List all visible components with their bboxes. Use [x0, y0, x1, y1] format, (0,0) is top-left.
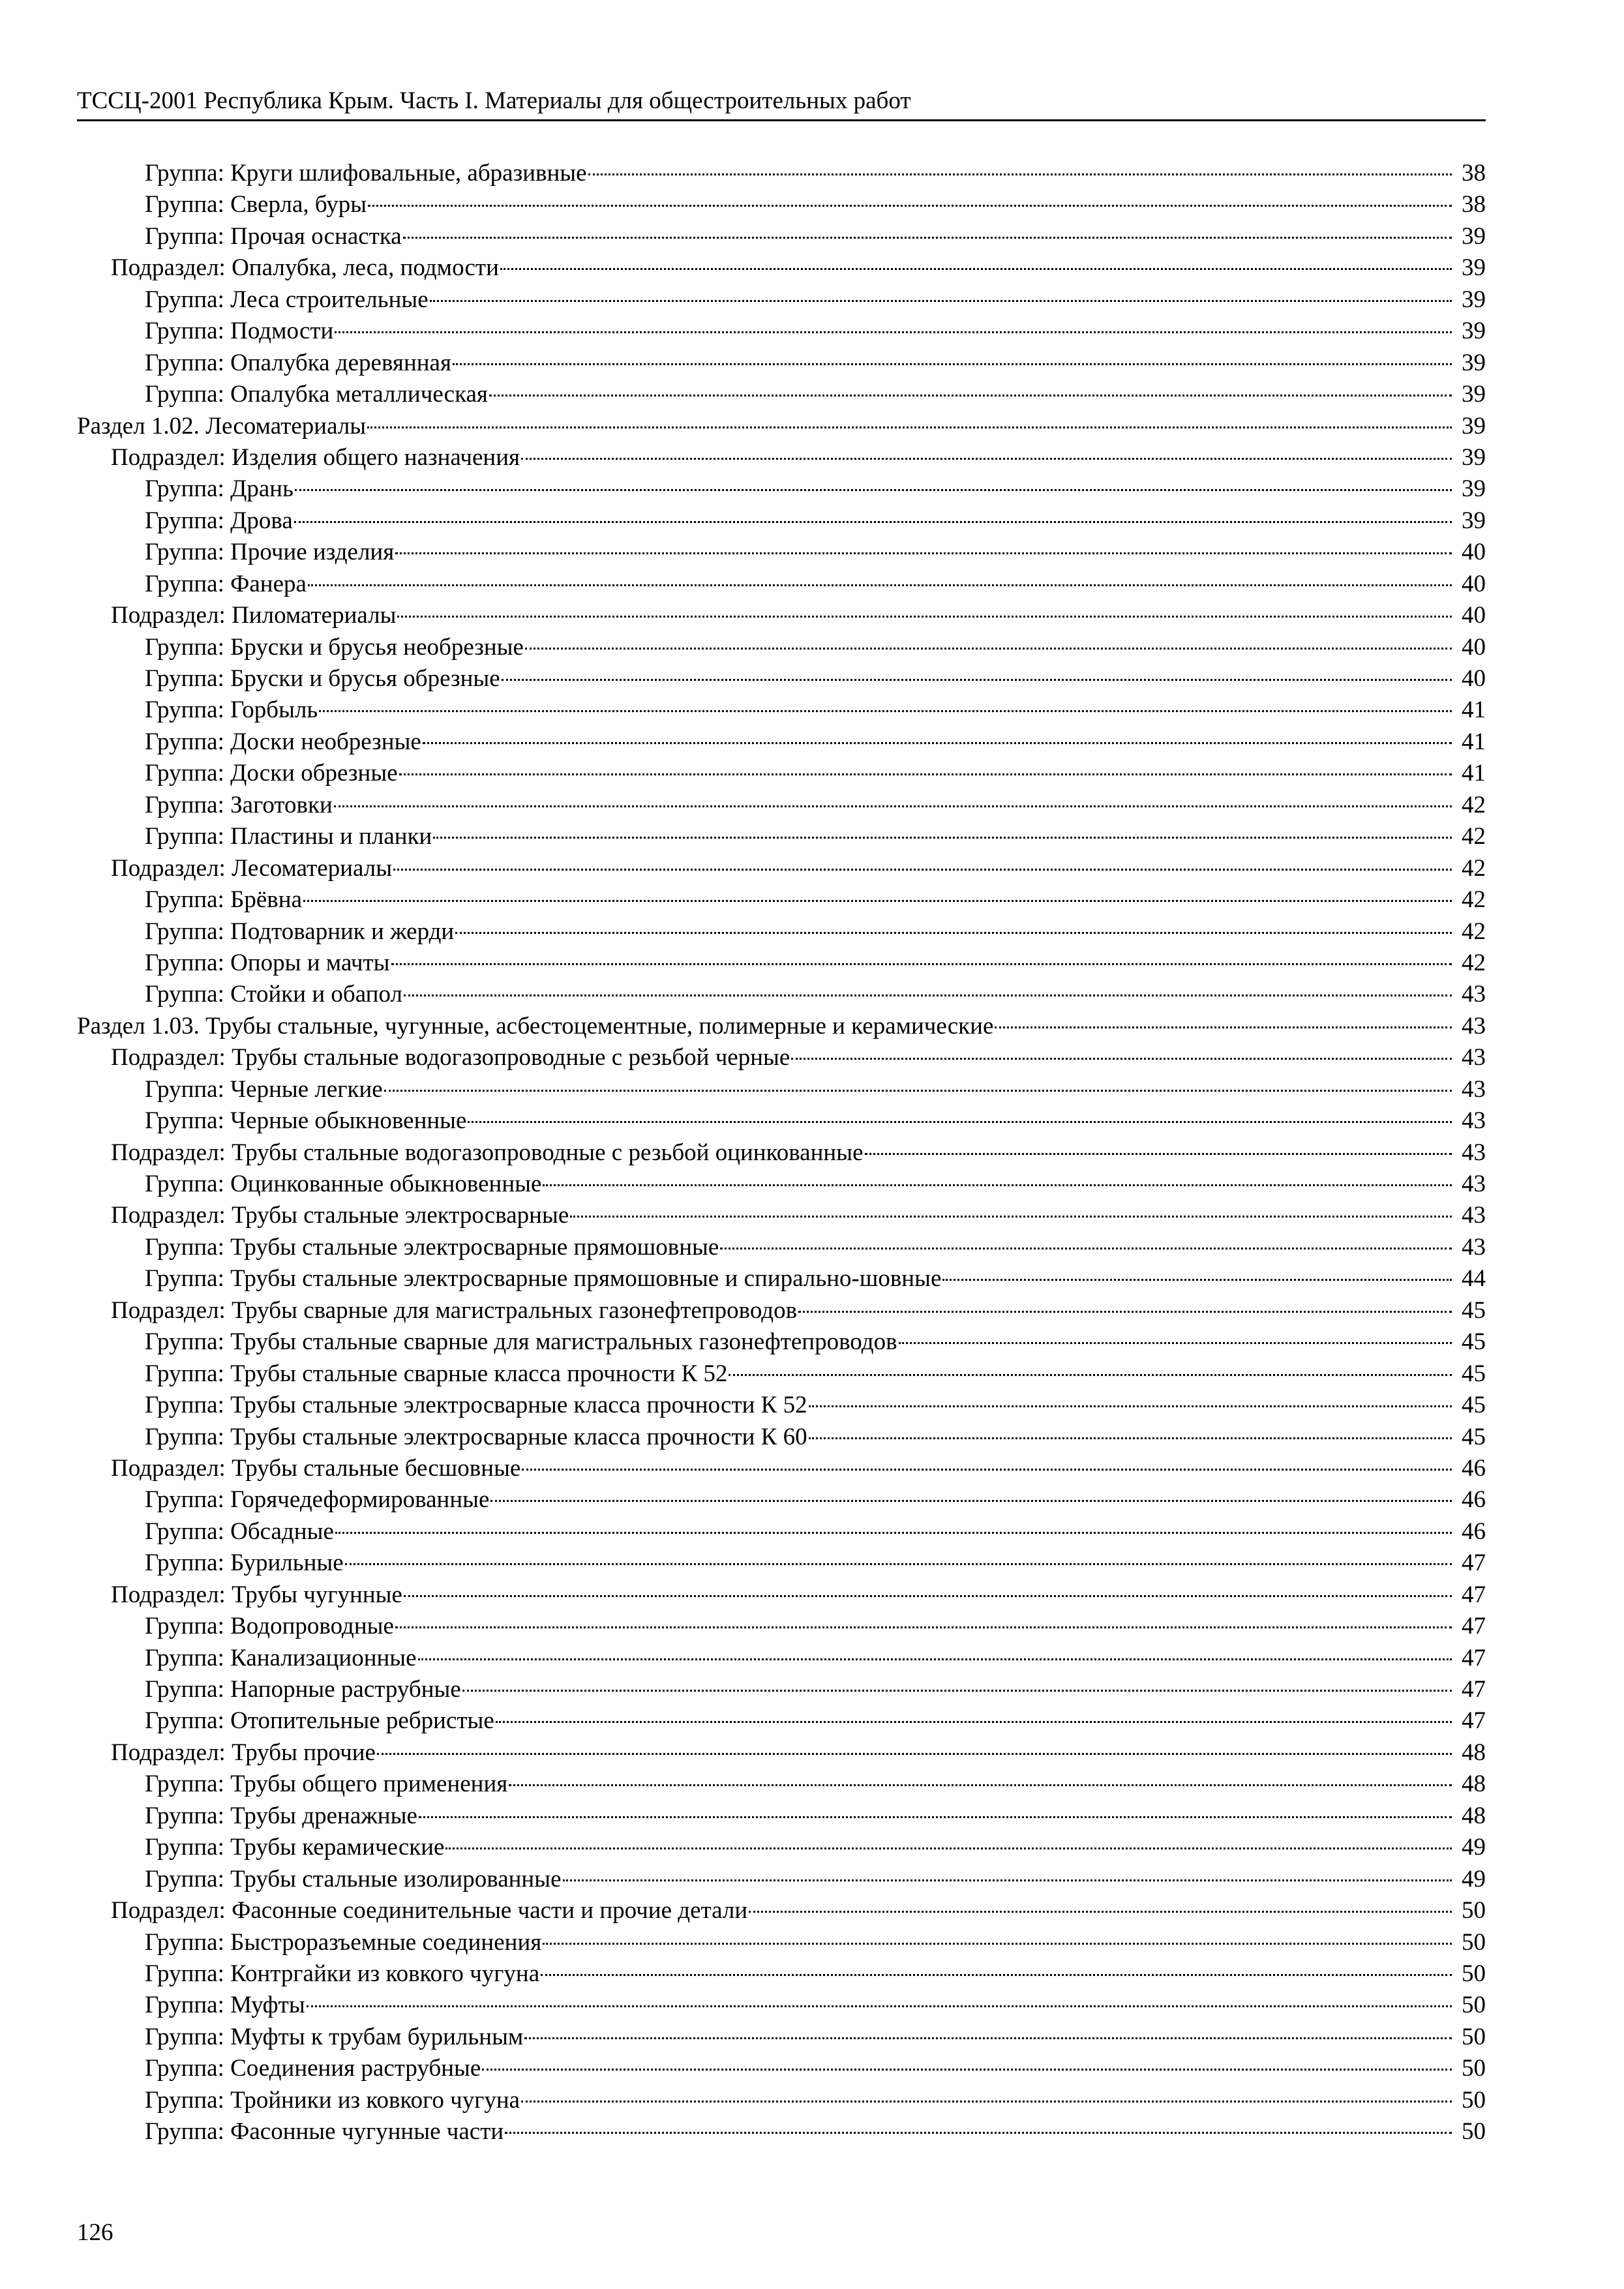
toc-entry-title: Группа: Черные обыкновенные: [145, 1107, 467, 1135]
toc-entry-page: 47: [1462, 1676, 1486, 1703]
toc-entry[interactable]: [77, 1958, 1486, 1990]
toc-entry[interactable]: [77, 411, 1486, 442]
toc-entry-title: Группа: Канализационные: [145, 1644, 417, 1671]
toc-entry-page: 43: [1462, 1044, 1486, 1071]
toc-entry[interactable]: [77, 1579, 1486, 1611]
toc-entry-page: 43: [1462, 1139, 1486, 1166]
toc-entry-title: Подраздел: Изделия общего назначения: [111, 443, 520, 471]
toc-entry-title: Группа: Прочая оснастка: [145, 222, 402, 250]
toc-entry[interactable]: [77, 284, 1486, 316]
toc-entry[interactable]: [77, 853, 1486, 884]
toc-entry[interactable]: [77, 1737, 1486, 1769]
dot-leader: [865, 1153, 1452, 1155]
toc-entry-page: 47: [1462, 1549, 1486, 1577]
dot-leader: [899, 1342, 1452, 1344]
toc-entry[interactable]: [77, 1232, 1486, 1263]
toc-entry-page: 48: [1462, 1739, 1486, 1766]
toc-entry-page: 43: [1462, 1202, 1486, 1229]
toc-entry[interactable]: [77, 1042, 1486, 1073]
toc-entry[interactable]: [77, 1011, 1486, 1042]
toc-entry-page: 39: [1462, 412, 1486, 440]
toc-entry-page: 46: [1462, 1486, 1486, 1514]
toc-entry-title: Группа: Леса строительные: [145, 286, 429, 313]
toc-entry-page: 49: [1462, 1865, 1486, 1893]
toc-entry-title: Группа: Обсадные: [145, 1518, 334, 1545]
dot-leader: [404, 1595, 1452, 1597]
toc-entry-title: Группа: Трубы стальные сварные для магистральных газонефтепроводов: [145, 1328, 897, 1356]
toc-entry-title: Группа: Бурильные: [145, 1549, 344, 1577]
dot-leader: [490, 1500, 1452, 1502]
toc-entry[interactable]: [77, 569, 1486, 600]
toc-entry[interactable]: [77, 1105, 1486, 1137]
toc-entry-title: Группа: Соединения раструбные: [145, 2055, 481, 2082]
toc-entry[interactable]: [77, 1927, 1486, 1958]
toc-entry-page: 45: [1462, 1360, 1486, 1387]
toc-entry-page: 42: [1462, 886, 1486, 914]
toc-entry-page: 45: [1462, 1392, 1486, 1419]
dot-leader: [445, 1848, 1452, 1849]
toc-entry[interactable]: [77, 348, 1486, 379]
toc-entry-page: 50: [1462, 1928, 1486, 1956]
toc-entry[interactable]: [77, 473, 1486, 505]
toc-entry-title: Подраздел: Трубы чугунные: [111, 1581, 402, 1608]
toc-entry-page: 40: [1462, 570, 1486, 597]
toc-entry[interactable]: [77, 1137, 1486, 1169]
toc-entry-page: 47: [1462, 1581, 1486, 1608]
toc-entry[interactable]: [77, 505, 1486, 537]
toc-entry-page: 48: [1462, 1771, 1486, 1798]
toc-entry[interactable]: [77, 1422, 1486, 1453]
toc-entry[interactable]: [77, 1390, 1486, 1421]
toc-entry-title: Группа: Муфты к трубам бурильным: [145, 2023, 524, 2050]
dot-leader: [430, 300, 1452, 302]
toc-entry-title: Группа: Напорные раструбные: [145, 1676, 461, 1703]
dot-leader: [397, 616, 1452, 618]
toc-entry-title: Группа: Прочие изделия: [145, 539, 395, 566]
dot-leader: [563, 1879, 1452, 1881]
toc-entry[interactable]: [77, 1358, 1486, 1390]
dot-leader: [391, 963, 1452, 965]
dot-leader: [489, 395, 1452, 396]
table-of-contents: [77, 158, 1486, 2148]
toc-entry-title: Группа: Черные легкие: [145, 1075, 383, 1103]
dot-leader: [809, 1405, 1452, 1407]
toc-entry-title: Группа: Трубы стальные электросварные класса прочности К 60: [145, 1423, 807, 1450]
toc-entry-title: Подраздел: Трубы прочие: [111, 1739, 376, 1766]
toc-entry-title: Группа: Подмости: [145, 318, 334, 345]
toc-entry-page: 47: [1462, 1707, 1486, 1735]
toc-entry-page: 45: [1462, 1328, 1486, 1356]
toc-entry-page: 50: [1462, 2023, 1486, 2050]
dot-leader: [482, 2069, 1452, 2071]
dot-leader: [791, 1058, 1452, 1060]
dot-leader: [395, 552, 1452, 554]
toc-entry-title: Группа: Дрова: [145, 507, 293, 534]
toc-entry-title: Группа: Сверла, буры: [145, 191, 367, 218]
toc-entry[interactable]: [77, 790, 1486, 821]
toc-entry-title: Группа: Опоры и мачты: [145, 949, 390, 976]
toc-entry-page: 39: [1462, 475, 1486, 503]
toc-entry-title: Группа: Стойки и обапол: [145, 981, 402, 1008]
toc-entry[interactable]: [77, 1484, 1486, 1516]
dot-leader: [367, 426, 1452, 428]
toc-entry-title: Группа: Заготовки: [145, 791, 333, 818]
dot-leader: [307, 2005, 1452, 2007]
toc-entry-page: 39: [1462, 286, 1486, 313]
toc-entry-title: Подраздел: Трубы сварные для магистральных газонефтепроводов: [111, 1296, 798, 1324]
toc-entry-page: 39: [1462, 318, 1486, 345]
toc-entry-page: 50: [1462, 1992, 1486, 2019]
dot-leader: [419, 1816, 1452, 1818]
toc-entry-page: 39: [1462, 254, 1486, 282]
toc-entry[interactable]: [77, 1801, 1486, 1832]
toc-entry[interactable]: [77, 663, 1486, 695]
toc-entry-page: 41: [1462, 728, 1486, 755]
dot-leader: [496, 1721, 1452, 1723]
page-number: 126: [77, 2219, 113, 2246]
dot-leader: [502, 679, 1452, 681]
dot-leader: [399, 773, 1452, 775]
toc-entry[interactable]: [77, 1169, 1486, 1200]
toc-entry[interactable]: [77, 2085, 1486, 2116]
dot-leader: [368, 205, 1452, 207]
toc-entry-title: Подраздел: Трубы стальные водогазопроводные с резьбой оцинкованные: [111, 1139, 864, 1166]
toc-entry[interactable]: [77, 158, 1486, 189]
toc-entry[interactable]: [77, 948, 1486, 979]
toc-entry-page: 50: [1462, 1897, 1486, 1924]
toc-entry-title: Группа: Трубы керамические: [145, 1834, 445, 1861]
dot-leader: [453, 363, 1452, 365]
toc-entry-title: Подраздел: Трубы стальные бесшовные: [111, 1454, 521, 1482]
dot-leader: [522, 1469, 1452, 1471]
toc-entry-page: 48: [1462, 1802, 1486, 1829]
toc-entry-page: 39: [1462, 443, 1486, 471]
dot-leader: [995, 1026, 1452, 1028]
toc-entry-title: Группа: Круги шлифовальные, абразивные: [145, 160, 587, 187]
toc-entry-title: Группа: Брёвна: [145, 886, 302, 914]
dot-leader: [720, 1248, 1452, 1249]
toc-entry-title: Группа: Водопроводные: [145, 1613, 394, 1640]
toc-entry[interactable]: [77, 1263, 1486, 1294]
dot-leader: [433, 837, 1452, 839]
dot-leader: [541, 1974, 1452, 1976]
toc-entry-page: 43: [1462, 1075, 1486, 1103]
toc-entry[interactable]: [77, 1674, 1486, 1705]
toc-entry[interactable]: [77, 1200, 1486, 1231]
toc-entry[interactable]: [77, 2116, 1486, 2147]
toc-entry-page: 40: [1462, 539, 1486, 566]
toc-entry-title: Группа: Трубы дренажные: [145, 1802, 417, 1829]
toc-entry-page: 38: [1462, 191, 1486, 218]
dot-leader: [393, 869, 1452, 871]
toc-entry-title: Группа: Бруски и брусья необрезные: [145, 633, 524, 661]
toc-entry-title: Группа: Пластины и планки: [145, 823, 432, 850]
toc-entry-page: 38: [1462, 160, 1486, 187]
toc-entry[interactable]: [77, 221, 1486, 252]
toc-entry-page: 45: [1462, 1423, 1486, 1450]
toc-entry-title: Группа: Опалубка металлическая: [145, 381, 488, 408]
toc-entry-title: Подраздел: Трубы стальные электросварные: [111, 1202, 569, 1229]
toc-entry[interactable]: [77, 916, 1486, 948]
dot-leader: [521, 458, 1452, 460]
toc-entry-title: Группа: Тройники из ковкого чугуна: [145, 2086, 520, 2114]
dot-leader: [942, 1279, 1452, 1281]
toc-entry-title: Подраздел: Трубы стальные водогазопроводные с резьбой черные: [111, 1044, 790, 1071]
dot-leader: [749, 1911, 1452, 1913]
dot-leader: [521, 2101, 1452, 2102]
toc-entry[interactable]: [77, 695, 1486, 726]
toc-entry-page: 44: [1462, 1265, 1486, 1293]
dot-leader: [335, 1532, 1452, 1534]
dot-leader: [403, 237, 1452, 239]
toc-entry[interactable]: [77, 1990, 1486, 2021]
dot-leader: [543, 1943, 1452, 1945]
dot-leader: [295, 489, 1452, 491]
toc-entry-page: 40: [1462, 665, 1486, 692]
toc-entry-page: 43: [1462, 981, 1486, 1008]
toc-entry[interactable]: [77, 1548, 1486, 1579]
toc-entry[interactable]: [77, 1832, 1486, 1863]
dot-leader: [588, 173, 1452, 175]
toc-entry-title: Группа: Оцинкованные обыкновенные: [145, 1171, 542, 1197]
running-header: [77, 87, 1486, 121]
toc-entry[interactable]: [77, 979, 1486, 1010]
dot-leader: [319, 710, 1452, 712]
toc-entry-title: Раздел 1.02. Лесоматериалы: [77, 412, 367, 440]
toc-entry-title: Подраздел: Опалубка, леса, подмости: [111, 254, 499, 282]
dot-leader: [729, 1374, 1452, 1376]
toc-entry-title: Группа: Фасонные чугунные части: [145, 2118, 504, 2146]
toc-entry[interactable]: [77, 632, 1486, 663]
toc-entry[interactable]: [77, 1326, 1486, 1358]
toc-entry-page: 39: [1462, 381, 1486, 408]
toc-entry[interactable]: [77, 2053, 1486, 2084]
toc-entry[interactable]: [77, 821, 1486, 852]
dot-leader: [505, 2132, 1452, 2134]
toc-entry-page: 42: [1462, 791, 1486, 818]
dot-leader: [509, 1784, 1452, 1786]
dot-leader: [798, 1311, 1452, 1313]
toc-entry[interactable]: [77, 1453, 1486, 1484]
toc-entry-page: 49: [1462, 1834, 1486, 1861]
toc-entry-page: 41: [1462, 696, 1486, 724]
dot-leader: [455, 932, 1452, 934]
toc-entry-title: Группа: Быстроразъемные соединения: [145, 1928, 542, 1956]
toc-entry[interactable]: [77, 1895, 1486, 1926]
toc-entry[interactable]: [77, 1705, 1486, 1737]
dot-leader: [334, 805, 1452, 807]
toc-entry-page: 46: [1462, 1518, 1486, 1545]
dot-leader: [543, 1184, 1452, 1186]
toc-entry-page: 50: [1462, 2086, 1486, 2114]
dot-leader: [468, 1121, 1452, 1123]
toc-entry[interactable]: [77, 1864, 1486, 1895]
toc-entry-title: Группа: Трубы стальные электросварные прямошовные: [145, 1233, 719, 1261]
toc-entry[interactable]: [77, 884, 1486, 916]
dot-leader: [462, 1690, 1452, 1692]
toc-entry[interactable]: [77, 252, 1486, 284]
running-title: ТССЦ-2001 Республика Крым. Часть I. Материалы для общестроительных работ: [77, 87, 911, 114]
dot-leader: [524, 2037, 1452, 2039]
toc-entry-title: Группа: Бруски и брусья обрезные: [145, 665, 500, 692]
toc-entry-page: 47: [1462, 1644, 1486, 1671]
toc-entry-title: Группа: Доски обрезные: [145, 760, 398, 787]
toc-entry-page: 50: [1462, 2055, 1486, 2082]
toc-entry-title: Группа: Муфты: [145, 1992, 305, 2019]
toc-entry-page: 42: [1462, 823, 1486, 850]
toc-entry[interactable]: [77, 1643, 1486, 1674]
toc-entry-title: Группа: Опалубка деревянная: [145, 349, 451, 376]
toc-entry-page: 41: [1462, 760, 1486, 787]
toc-entry-title: Группа: Трубы общего применения: [145, 1771, 508, 1798]
toc-entry-page: 43: [1462, 1171, 1486, 1197]
dot-leader: [303, 900, 1452, 902]
toc-entry-title: Группа: Трубы стальные электросварные прямошовные и спирально-шовные: [145, 1265, 942, 1293]
toc-entry[interactable]: [77, 1611, 1486, 1642]
toc-entry-title: Подраздел: Пиломатериалы: [111, 602, 397, 629]
toc-entry[interactable]: [77, 537, 1486, 568]
toc-entry-title: Группа: Дрань: [145, 475, 293, 503]
dot-leader: [809, 1437, 1452, 1439]
toc-entry[interactable]: [77, 1074, 1486, 1105]
toc-entry[interactable]: [77, 189, 1486, 220]
toc-entry-page: 50: [1462, 1960, 1486, 1987]
dot-leader: [570, 1216, 1452, 1218]
toc-entry-title: Группа: Подтоварник и жерди: [145, 918, 455, 945]
toc-entry-page: 40: [1462, 633, 1486, 661]
toc-entry-title: Группа: Горячедеформированные: [145, 1486, 490, 1514]
dot-leader: [423, 742, 1452, 744]
toc-entry-page: 43: [1462, 1233, 1486, 1261]
toc-entry-title: Группа: Контргайки из ковкого чугуна: [145, 1960, 540, 1987]
toc-entry[interactable]: [77, 442, 1486, 473]
toc-entry-page: 40: [1462, 602, 1486, 629]
toc-entry-page: 47: [1462, 1613, 1486, 1640]
dot-leader: [525, 648, 1452, 650]
dot-leader: [294, 521, 1452, 523]
toc-entry-title: Группа: Доски необрезные: [145, 728, 421, 755]
toc-entry-title: Группа: Отопительные ребристые: [145, 1707, 494, 1735]
toc-entry-title: Группа: Трубы стальные изолированные: [145, 1865, 562, 1893]
toc-entry-page: 50: [1462, 2118, 1486, 2146]
toc-entry-page: 43: [1462, 1012, 1486, 1040]
toc-entry-page: 42: [1462, 949, 1486, 976]
dot-leader: [500, 268, 1452, 270]
dot-leader: [335, 331, 1452, 333]
dot-leader: [345, 1563, 1452, 1565]
toc-entry-page: 39: [1462, 349, 1486, 376]
dot-leader: [418, 1658, 1452, 1660]
toc-entry-title: Группа: Горбыль: [145, 696, 318, 724]
toc-entry-page: 43: [1462, 1107, 1486, 1135]
dot-leader: [404, 995, 1452, 996]
toc-entry[interactable]: [77, 316, 1486, 347]
toc-entry-title: Группа: Трубы стальные сварные класса прочности К 52: [145, 1360, 728, 1387]
toc-entry-title: Группа: Фанера: [145, 570, 307, 597]
dot-leader: [384, 1090, 1452, 1092]
toc-entry[interactable]: [77, 1516, 1486, 1548]
toc-entry-page: 42: [1462, 918, 1486, 945]
toc-entry[interactable]: [77, 726, 1486, 758]
toc-entry[interactable]: [77, 1769, 1486, 1800]
toc-entry-title: Группа: Трубы стальные электросварные класса прочности К 52: [145, 1392, 807, 1419]
toc-entry[interactable]: [77, 2022, 1486, 2053]
toc-entry[interactable]: [77, 379, 1486, 410]
toc-entry[interactable]: [77, 758, 1486, 789]
dot-leader: [395, 1626, 1452, 1628]
toc-entry-page: 39: [1462, 222, 1486, 250]
toc-entry[interactable]: [77, 1295, 1486, 1326]
toc-entry-page: 46: [1462, 1454, 1486, 1482]
toc-entry-title: Подраздел: Лесоматериалы: [111, 854, 393, 882]
toc-entry[interactable]: [77, 600, 1486, 631]
toc-entry-title: Подраздел: Фасонные соединительные части и прочие детали: [111, 1897, 748, 1924]
toc-entry-page: 45: [1462, 1296, 1486, 1324]
toc-entry-title: Раздел 1.03. Трубы стальные, чугунные, асбестоцементные, полимерные и керамические: [77, 1012, 994, 1040]
toc-entry-page: 42: [1462, 854, 1486, 882]
dot-leader: [308, 584, 1452, 586]
dot-leader: [377, 1753, 1452, 1755]
toc-entry-page: 39: [1462, 507, 1486, 534]
